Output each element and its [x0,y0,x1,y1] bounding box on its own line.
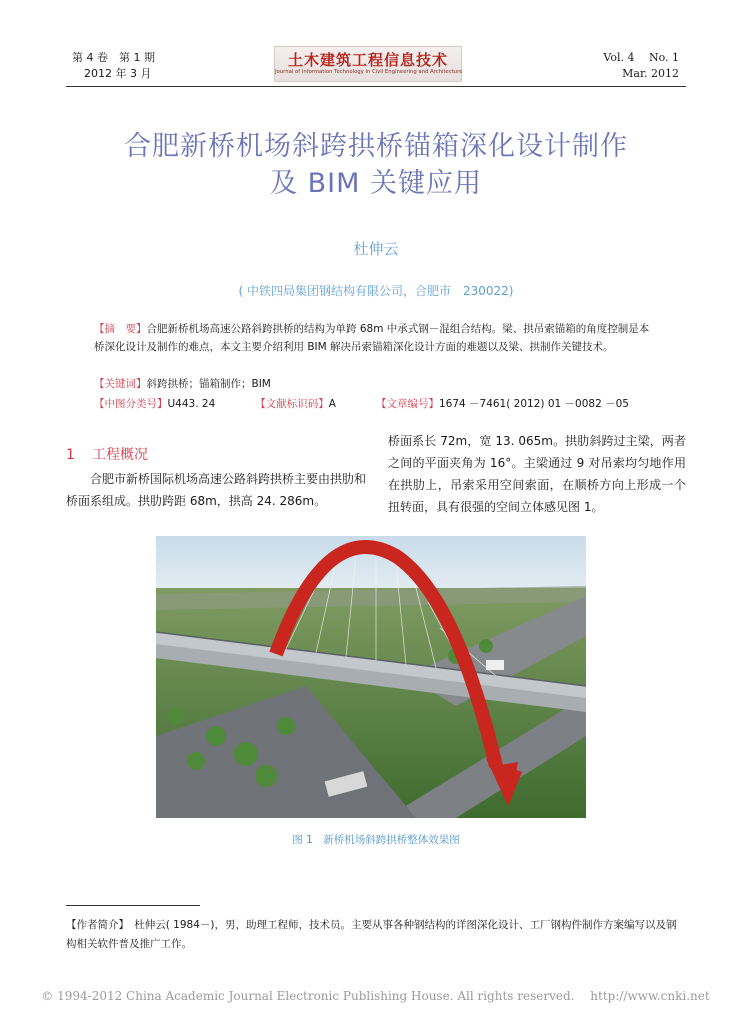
classification-line [94,396,629,411]
section-number: 1 [66,447,75,463]
clc-label: 【中图分类号】 [94,398,168,410]
journal-title: 土木建筑工程信息技术 [287,51,448,69]
journal-subtitle: Journal of Information Technology in Civil Engineering and Architecture [275,69,463,75]
doc-code-label: 【文献标识码】 [255,398,329,410]
bridge-rendering-image [156,536,586,818]
issue-date: 2012 年 3 月 [84,67,152,80]
article-title [66,128,686,202]
section-heading [66,444,148,464]
title-line-1: 合肥新桥机场斜跨拱桥锚箱深化设计制作 [124,131,628,162]
abstract [94,320,658,356]
body-text-left: 合肥市新桥国际机场高速公路斜跨拱桥主要由拱肋和桥面系组成。拱肋跨距 68m，拱高 24. 286m。 [66,472,367,508]
doc-code: A [328,398,336,410]
author-name: 杜伸云 [353,240,399,258]
footnote-text: 杜伸云( 1984－)，男，助理工程师，技术员。主要从事各种钢结构的详图深化设计、工厂钢构件制作方案编写以及钢构相关软件普及推广工作。 [66,919,677,950]
figure-caption: 图 1 新桥机场斜跨拱桥整体效果图 [292,834,460,846]
volume-issue: 第 4 卷 第 1 期 [72,51,155,64]
author-affiliation: ( 中铁四局集团钢结构有限公司，合肥市 230022) [238,284,514,298]
abstract-text: 合肥新桥机场高速公路斜跨拱桥的结构为单跨 68m 中承式钢－混组合结构。梁、拱吊索锚箱的角度控制是本桥深化设计及制作的难点，本文主要介绍利用 BIM 解决吊索锚箱深化设计方面的难题以及梁、拱制作关键技术。 [94,323,650,353]
journal-volume-info [72,50,155,82]
clc-number: U443. 24 [167,398,216,410]
issue-date-en: Mar. 2012 [622,67,679,80]
body-text-right: 桥面系长 72m，宽 13. 065m。拱肋斜跨过主梁，两者之间的平面夹角为 16°。主梁通过 9 对吊索均匀地作用在拱肋上，吊索采用空间索面，在顺桥方向上形成一个扭转面，具有很强的空间立体感见图 1。 [388,434,686,514]
header-rule [66,86,686,87]
bridge-rendering-figure [156,536,586,818]
footnote-rule [66,905,200,906]
article-number: 1674 －7461( 2012) 01 －0082 －05 [438,398,629,410]
title-line-2: 及 BIM 关键应用 [270,168,482,199]
article-number-label: 【文章编号】 [375,398,439,410]
keywords-label: 【关键词】 [94,378,147,390]
section-title: 工程概况 [92,447,148,463]
journal-volume-en [603,50,679,82]
copyright-notice: © 1994-2012 China Academic Journal Electronic Publishing House. All rights reserved. http://www.cnki.net [41,989,710,1003]
keywords-text: 斜跨拱桥；锚箱制作；BIM [146,378,271,390]
author-footnote [66,916,686,954]
footnote-label: 【作者简介】 [66,919,124,931]
keywords [94,376,271,391]
volume-number-en: Vol. 4 No. 1 [603,51,679,64]
journal-logo [274,46,462,82]
abstract-label: 【摘 要】 [94,323,147,335]
